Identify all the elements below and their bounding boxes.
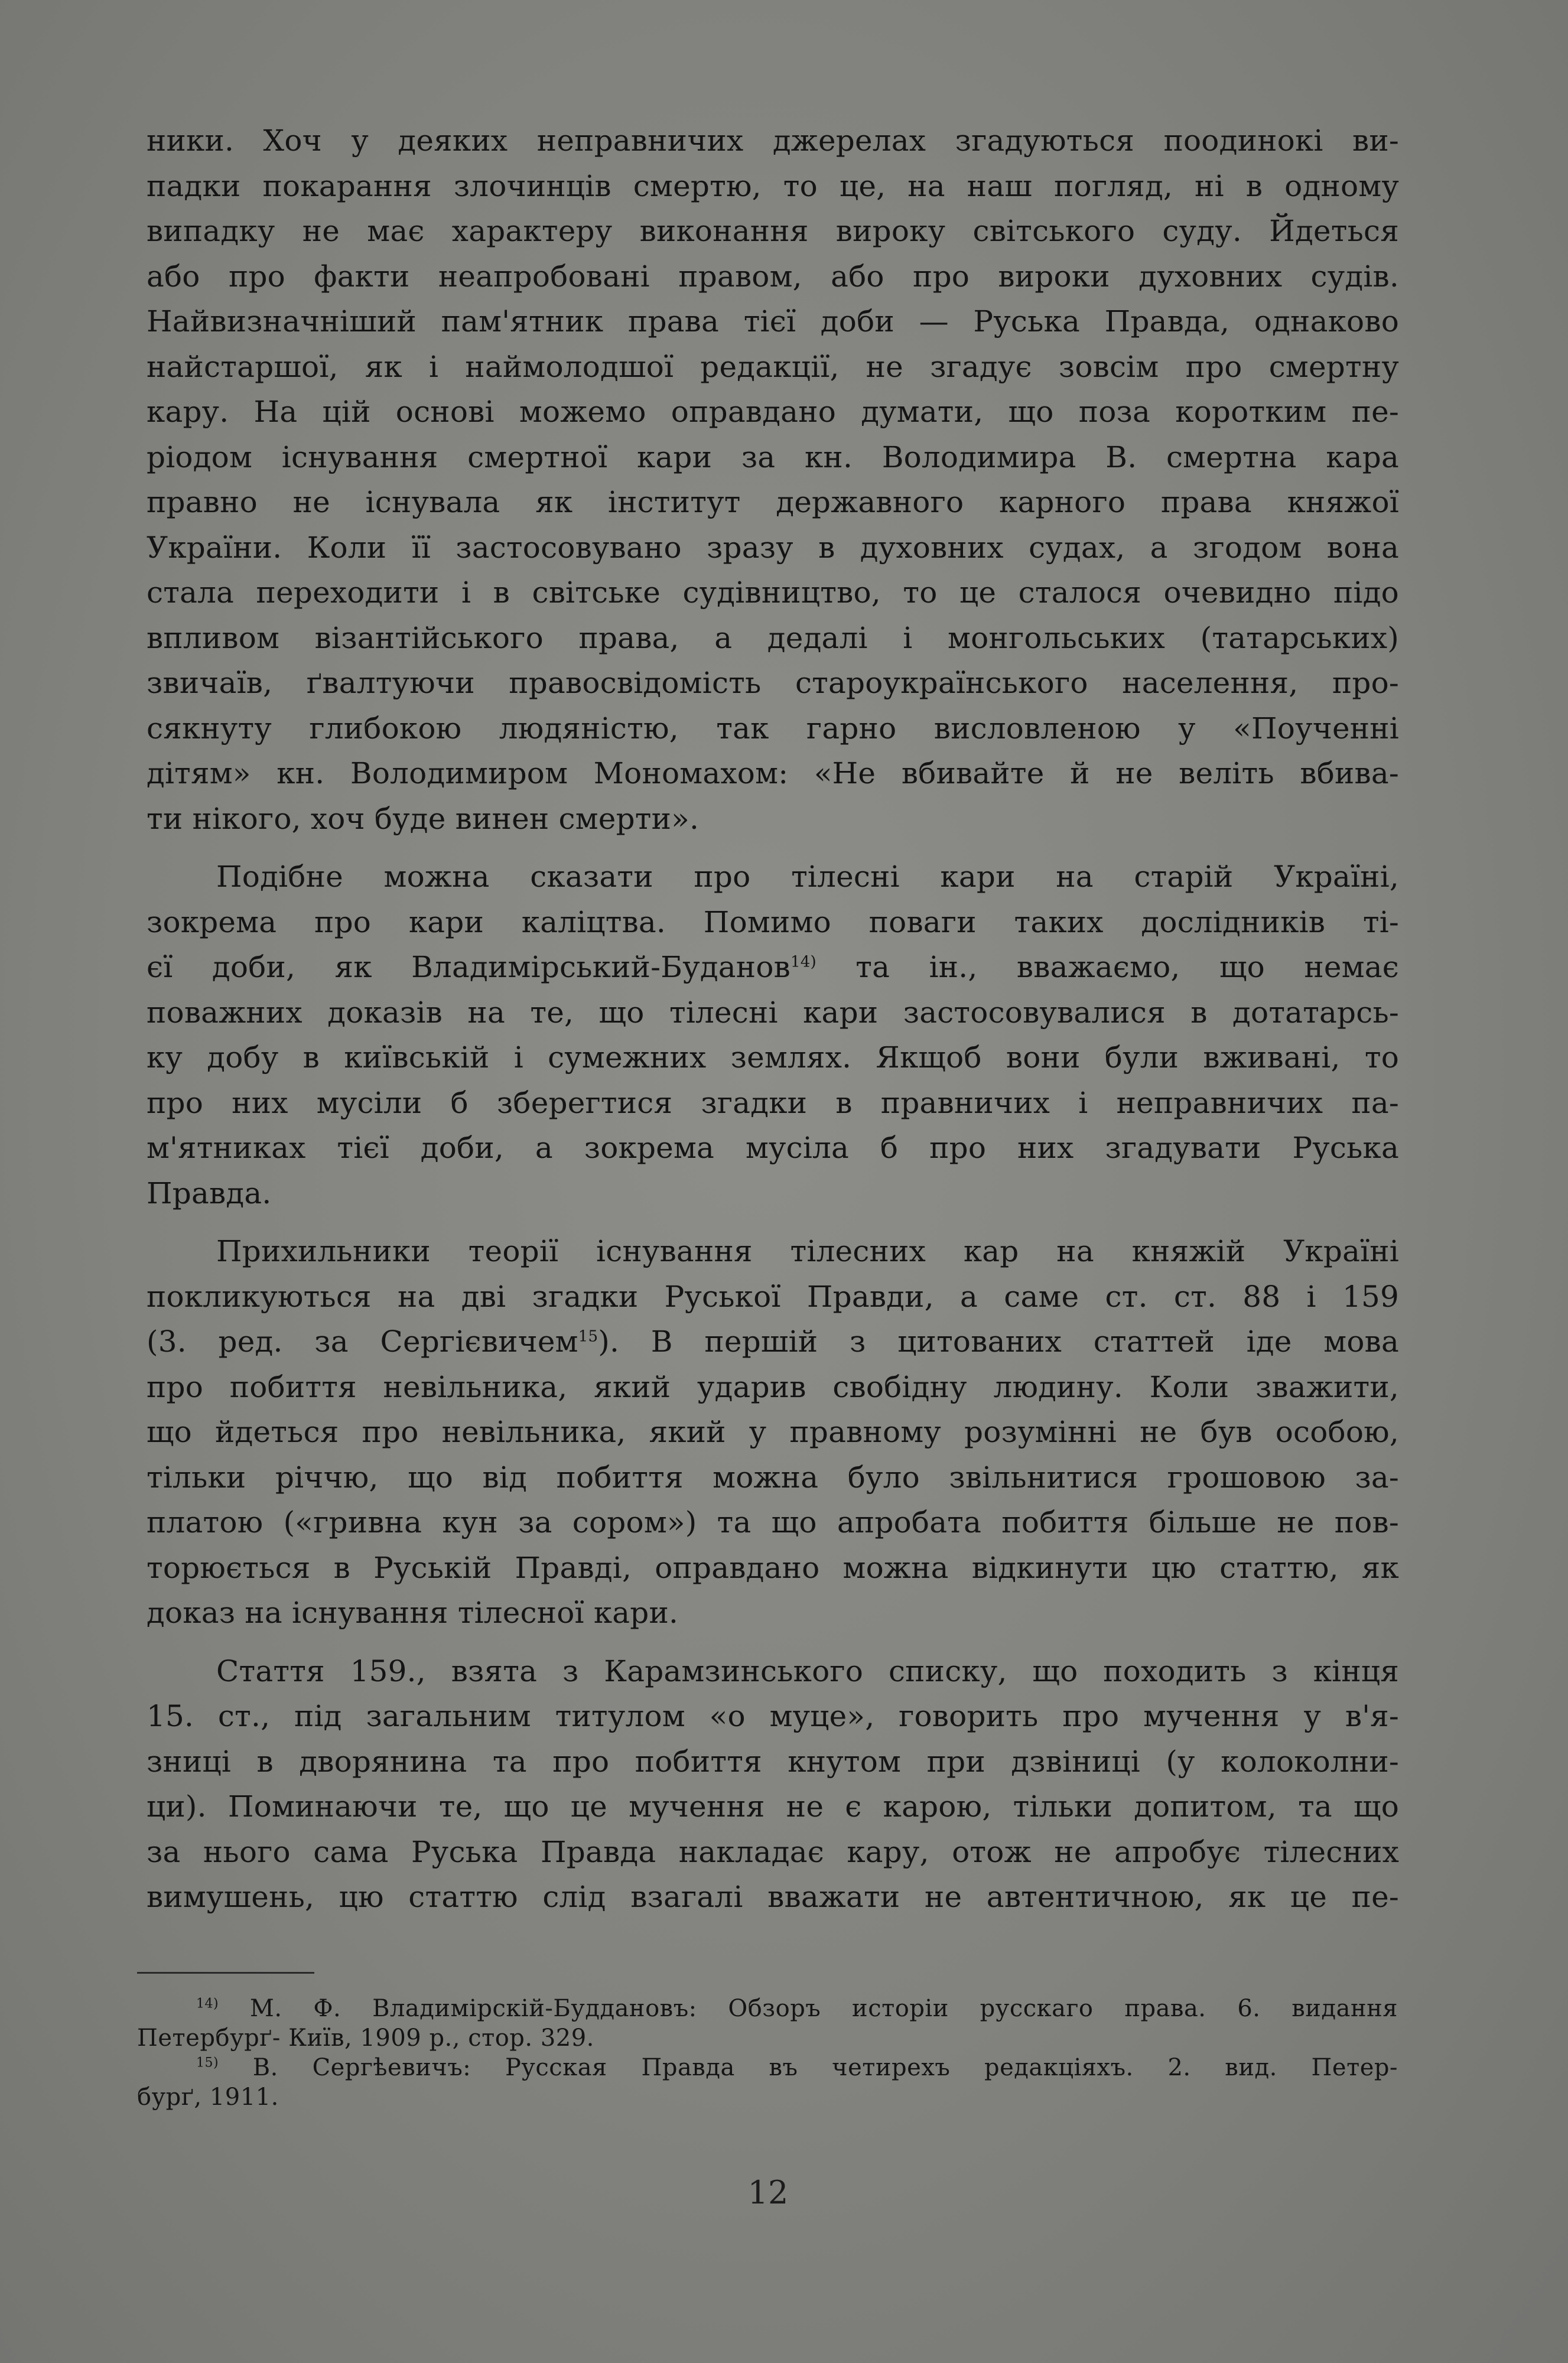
text-line: м'ятниках тієї доби, а зокрема мусіла б про них згадувати Руська <box>147 1131 1399 1165</box>
text-line: 15. ст., під загальним титулом «о муце», говорить про мучення у в'я- <box>147 1699 1399 1733</box>
text-line: випадку не має характеру виконання вироку світського суду. Йдеться <box>147 214 1399 248</box>
text-line: впливом візантійського права, а дедалі і монгольських (татарських) <box>147 620 1399 655</box>
text-line: правно не існувала як інститут державного карного права княжої <box>147 485 1399 519</box>
page-number: 12 <box>747 2174 789 2211</box>
text-line: про них мусіли б зберегтися згадки в правничих і неправничих па- <box>147 1085 1399 1120</box>
text-line: кару. На цій основі можемо оправдано думати, що поза коротким пе- <box>147 395 1399 429</box>
text-line: вимушень, цю статтю слід взагалі вважати не автентичною, як це пе- <box>147 1880 1399 1914</box>
text-line: Стаття 159., взята з Карамзинського списку, що походить з кінця <box>216 1654 1399 1688</box>
text-line: стала переходити і в світське судівництво, то це сталося очевидно підо <box>147 575 1399 610</box>
footnote-ref-14: 14) <box>790 953 816 971</box>
footnote-mark: 14) <box>196 1996 219 2012</box>
text-line: поважних доказів на те, що тілесні кари застосовувалися в дотатарсь- <box>147 995 1399 1030</box>
footnotes <box>137 1994 1398 2112</box>
text-line: покликуються на дві згадки Руської Правди, а саме ст. ст. 88 і 159 <box>147 1279 1399 1314</box>
footnote-15-line: бурґ, 1911. <box>137 2084 279 2111</box>
text-fragment: та ін., вважаємо, що немає <box>816 950 1400 984</box>
text-line: тільки річчю, що від побиття можна було звільнитися грошовою за- <box>147 1460 1399 1495</box>
text-line: Подібне можна сказати про тілесні кари на старій Україні, <box>216 860 1399 894</box>
paragraph-3 <box>147 1229 1399 1636</box>
text-line: ци). Поминаючи те, що це мучення не є карою, тільки допитом, та що <box>147 1789 1399 1824</box>
text-line <box>147 1319 1399 1365</box>
text-line: дітям» кн. Володимиром Мономахом: «Не вбивайте й не веліть вбива- <box>147 756 1399 790</box>
footnote-ref-15: 15 <box>578 1327 598 1346</box>
text-fragment: (3. ред. за Сергієвичем <box>147 1324 578 1359</box>
text-line: ку добу в київській і сумежних землях. Якщоб вони були вживані, то <box>147 1040 1399 1075</box>
footnote-14-line <box>137 1994 1398 2023</box>
footnote-text: М. Ф. Владимірскій-Буддановъ: Обзоръ исторіи русскаго права. 6. видання <box>219 1995 1398 2022</box>
paragraph-2 <box>147 854 1399 1216</box>
text-line: платою («гривна кун за сором») та що апробата побиття більше не пов- <box>147 1505 1399 1539</box>
text-line: ріодом існування смертної кари за кн. Володимира В. смертна кара <box>147 440 1399 474</box>
text-line: ти нікого, хоч буде винен смерти». <box>147 801 700 836</box>
paragraph-1 <box>147 118 1399 841</box>
text-line: сякнуту глибокою людяністю, так гарно висловленою у «Поученні <box>147 711 1399 746</box>
text-line <box>147 945 1399 990</box>
footnote-14-line: Петербурґ- Київ, 1909 р., стор. 329. <box>137 2025 594 2052</box>
text-line: за нього сама Руська Правда накладає кару, отож не апробує тілесних <box>147 1834 1399 1869</box>
paragraph-4 <box>147 1649 1399 1920</box>
text-line: зокрема про кари каліцтва. Помимо поваги таких дослідників ті- <box>147 904 1399 939</box>
text-line: про побиття невільника, який ударив свобідну людину. Коли зважити, <box>147 1369 1399 1404</box>
text-line: Найвизначніший пам'ятник права тієї доби — Руська Правда, однаково <box>147 304 1399 338</box>
text-line: падки покарання злочинців смертю, то це, на наш погляд, ні в одному <box>147 168 1399 203</box>
footnote-divider <box>137 1972 314 1974</box>
footnote-mark: 15) <box>196 2055 219 2071</box>
text-line: Прихильники теорії існування тілесних кар на княжій Україні <box>216 1234 1399 1268</box>
text-fragment: ). В першій з цитованих статтей іде мова <box>598 1324 1399 1359</box>
text-line: або про факти неапробовані правом, або про вироки духовних судів. <box>147 259 1399 294</box>
footnote-text: В. Сергѣевичъ: Русская Правда въ четирехъ редакціяхъ. 2. вид. Петер- <box>219 2054 1398 2081</box>
text-line: доказ на існування тілесної кари. <box>147 1596 679 1630</box>
text-line: Правда. <box>147 1176 272 1210</box>
footnote-15-line <box>137 2053 1398 2082</box>
text-line: України. Коли її застосовувано зразу в духовних судах, а згодом вона <box>147 530 1399 565</box>
text-line: що йдеться про невільника, який у правному розумінні не був особою, <box>147 1415 1399 1449</box>
text-line: зниці в дворянина та про побиття кнутом при дзвіниці (у колоколни- <box>147 1744 1399 1779</box>
main-text <box>147 118 1399 1920</box>
text-fragment: єї доби, як Владимірський-Буданов <box>147 950 790 984</box>
text-line: найстаршої, як і наймолодшої редакції, не згадує зовсім про смертну <box>147 349 1399 384</box>
text-line: звичаїв, ґвалтуючи правосвідомість староукраїнського населення, про- <box>147 666 1399 700</box>
text-line: ники. Хоч у деяких неправничих джерелах згадуються поодинокі ви- <box>147 123 1399 158</box>
text-line: торюється в Руській Правді, оправдано можна відкинути цю статтю, як <box>147 1550 1399 1585</box>
